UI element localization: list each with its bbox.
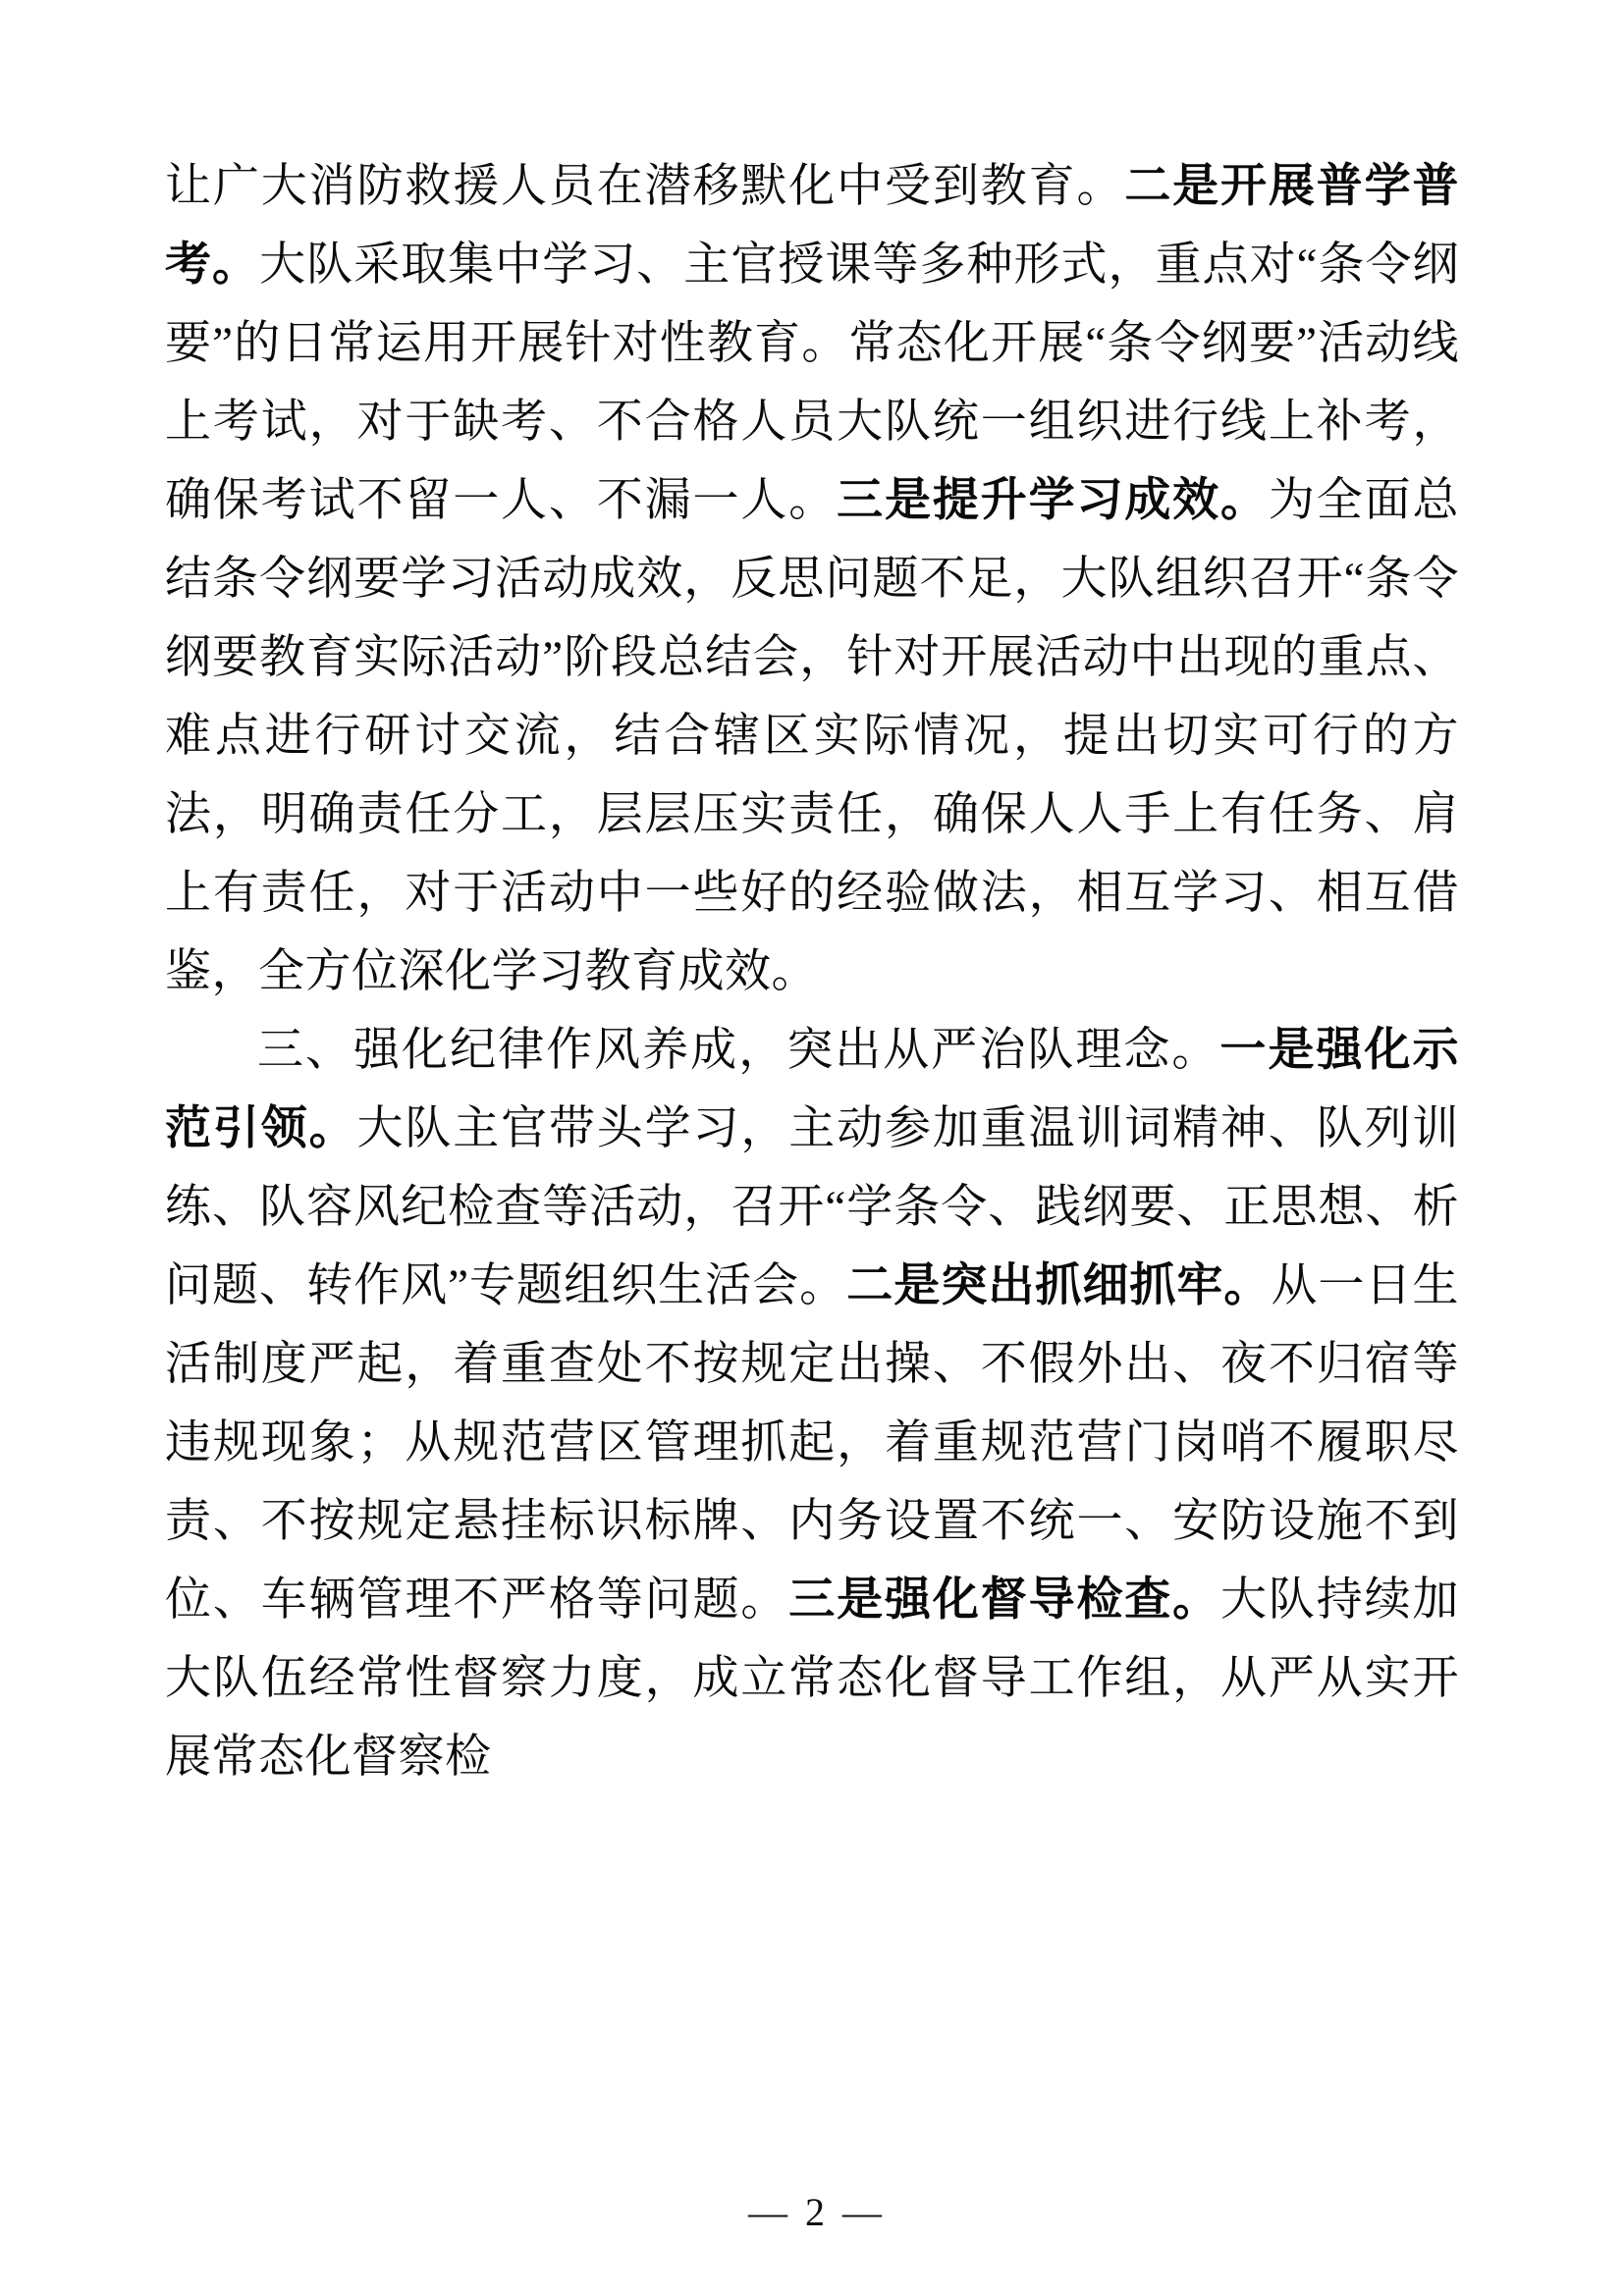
- bold-run: 一是强化示范引领。: [165, 1025, 1460, 1154]
- text-run: 大队持续加大队伍经常性督察力度，成立常态化督导工作组，从严从实开展常态化督察检: [165, 1575, 1460, 1783]
- page-number: — 2 —: [748, 2190, 886, 2234]
- bold-run: 三是强化督导检查。: [788, 1575, 1221, 1626]
- text-run: 为全面总结条令纲要学习活动成效，反思问题不足，大队组织召开“条令纲要教育实际活动”阶段总结会，针对开展活动中出现的重点、难点进行研讨交流，结合辖区实际情况，提出切实可行的方法，明确责任分工，层层压实责任，确保人人手上有任务、肩上有责任，对于活动中一些好的经验做法，相互学习、相互借鉴，全方位深化学习教育成效。: [165, 475, 1460, 997]
- text-run: 让广大消防救援人员在潜移默化中受到教育。: [165, 161, 1125, 212]
- text-run: 三、强化纪律作风养成，突出从严治队理念。: [257, 1025, 1220, 1076]
- bold-run: 三是提升学习成效。: [837, 475, 1269, 526]
- paragraph: [165, 1011, 1459, 1796]
- bold-run: 二是突出抓细抓牢。: [846, 1260, 1272, 1311]
- bold-run: 二是开展普学普考。: [165, 161, 1460, 291]
- text-run: 从一日生活制度严起，着重查处不按规定出操、不假外出、夜不归宿等违规现象；从规范营区管理抓起，着重规范营门岗哨不履职尽责、不按规定悬挂标识标牌、内务设置不统一、安防设施不到位、车辆管理不严格等问题。: [165, 1260, 1460, 1626]
- text-run: 大队主官带头学习，主动参加重温训词精神、队列训练、队容风纪检查等活动，召开“学条令、践纲要、正思想、析问题、转作风”专题组织生活会。: [165, 1103, 1460, 1311]
- document-body: [165, 147, 1459, 1796]
- paragraph: [165, 147, 1459, 1011]
- page-footer: [0, 2189, 1624, 2235]
- text-run: 大队采取集中学习、主官授课等多种形式，重点对“条令纲要”的日常运用开展针对性教育。常态化开展“条令纲要”活动线上考试，对于缺考、不合格人员大队统一组织进行线上补考，确保考试不留一人、不漏一人。: [165, 240, 1460, 526]
